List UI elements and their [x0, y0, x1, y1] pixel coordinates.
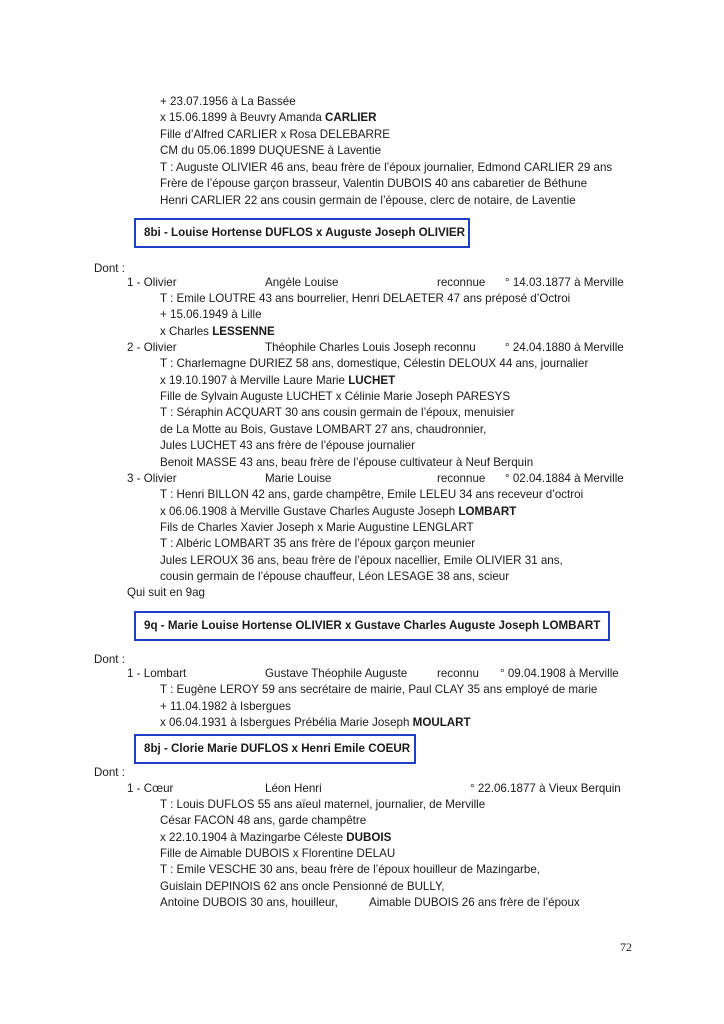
- section-title-box: [134, 611, 610, 641]
- child-status: reconnue: [437, 276, 486, 289]
- text-line: T : Albéric LOMBART 35 ans frère de l’époux garçon meunier: [160, 537, 476, 550]
- child-status: reconnu: [437, 667, 479, 680]
- text-line: Aimable DUBOIS 26 ans frère de l’époux: [369, 896, 580, 909]
- text-line: + 23.07.1956 à La Bassée: [160, 95, 296, 108]
- section-title-box: [134, 218, 470, 248]
- text-line: Jules LEROUX 36 ans, beau frère de l’époux nacellier, Emile OLIVIER 31 ans,: [160, 554, 563, 567]
- spouse-surname: LOMBART: [458, 505, 517, 518]
- marriage-text: x 19.10.1907 à Merville Laure Marie: [160, 374, 349, 387]
- dont-label: Dont :: [94, 262, 125, 275]
- section-title: 8bi - Louise Hortense DUFLOS x Auguste Joseph OLIVIER: [144, 226, 466, 239]
- text-line: T : Auguste OLIVIER 46 ans, beau frère de l’époux journalier, Edmond CARLIER 29 ans: [160, 161, 613, 174]
- page-number: 72: [620, 940, 632, 954]
- text-line: Antoine DUBOIS 30 ans, houilleur,: [160, 896, 338, 909]
- child-number: 3 - Olivier: [127, 472, 177, 485]
- marriage-line: [160, 324, 275, 340]
- marriage-text: x 22.10.1904 à Mazingarbe Céleste: [160, 831, 347, 844]
- child-name: Angèle Louise: [265, 276, 339, 289]
- text-line: Fille d’Alfred CARLIER x Rosa DELEBARRE: [160, 128, 391, 141]
- child-status: reconnue: [437, 472, 486, 485]
- spouse-surname: CARLIER: [325, 111, 377, 124]
- text-line: CM du 05.06.1899 DUQUESNE à Laventie: [160, 144, 382, 157]
- text-line: T : Eugène LEROY 59 ans secrétaire de mairie, Paul CLAY 35 ans employé de marie: [160, 683, 598, 696]
- text-line: Henri CARLIER 22 ans cousin germain de l’épouse, clerc de notaire, de Laventie: [160, 194, 576, 207]
- dont-label: Dont :: [94, 766, 125, 779]
- spouse-surname: LUCHET: [348, 374, 396, 387]
- marriage-line: [160, 110, 377, 126]
- text-line: + 11.04.1982 à Isbergues: [160, 700, 291, 713]
- marriage-line: [160, 830, 391, 846]
- text-line: T : Henri BILLON 42 ans, garde champêtre, Emile LELEU 34 ans receveur d’octroi: [160, 488, 584, 501]
- text-line: de La Motte au Bois, Gustave LOMBART 27 ans, chaudronnier,: [160, 423, 487, 436]
- child-name: Léon Henri: [265, 782, 322, 795]
- section-title: 9q - Marie Louise Hortense OLIVIER x Gustave Charles Auguste Joseph LOMBART: [144, 619, 601, 632]
- spouse-surname: LESSENNE: [212, 325, 275, 338]
- child-birth: ° 14.03.1877 à Merville: [505, 276, 624, 289]
- marriage-line: [160, 504, 516, 520]
- child-birth: ° 22.06.1877 à Vieux Berquin: [470, 782, 621, 795]
- child-number: 1 - Cœur: [127, 782, 174, 795]
- text-line: Fils de Charles Xavier Joseph x Marie Augustine LENGLART: [160, 521, 474, 534]
- text-line: T : Louis DUFLOS 55 ans aïeul maternel, journalier, de Merville: [160, 798, 486, 811]
- spouse-surname: MOULART: [412, 716, 471, 729]
- follow-reference: Qui suit en 9ag: [127, 586, 205, 599]
- text-line: cousin germain de l’épouse chauffeur, Léon LESAGE 38 ans, scieur: [160, 570, 510, 583]
- marriage-line: [160, 715, 471, 731]
- child-name: Théophile Charles Louis Joseph reconnu: [265, 341, 476, 354]
- marriage-text: x 06.04.1931 à Isbergues Prébélia Marie Joseph: [160, 716, 413, 729]
- text-line: Frère de l’épouse garçon brasseur, Valentin DUBOIS 40 ans cabaretier de Béthune: [160, 177, 588, 190]
- child-number: 1 - Lombart: [127, 667, 187, 680]
- marriage-line: [160, 373, 395, 389]
- section-title: 8bj - Clorie Marie DUFLOS x Henri Emile COEUR: [144, 742, 411, 755]
- text-line: César FACON 48 ans, garde champêtre: [160, 814, 367, 827]
- child-name: Gustave Théophile Auguste: [265, 667, 408, 680]
- marriage-text: x 06.06.1908 à Merville Gustave Charles Auguste Joseph: [160, 505, 459, 518]
- child-number: 2 - Olivier: [127, 341, 177, 354]
- text-line: Jules LUCHET 43 ans frère de l’épouse journalier: [160, 439, 415, 452]
- child-name: Marie Louise: [265, 472, 332, 485]
- text-line: T : Emile LOUTRE 43 ans bourrelier, Henri DELAETER 47 ans préposé d’Octroi: [160, 292, 571, 305]
- dont-label: Dont :: [94, 653, 125, 666]
- text-line: Fille de Sylvain Auguste LUCHET x Célinie Marie Joseph PARESYS: [160, 390, 511, 403]
- text-line: + 15.06.1949 à Lille: [160, 308, 262, 321]
- section-title-box: [134, 734, 416, 764]
- text-line: T : Séraphin ACQUART 30 ans cousin germain de l’époux, menuisier: [160, 406, 515, 419]
- child-birth: ° 09.04.1908 à Merville: [500, 667, 619, 680]
- child-birth: ° 02.04.1884 à Merville: [505, 472, 624, 485]
- text-line: T : Charlemagne DURIEZ 58 ans, domestique, Célestin DELOUX 44 ans, journalier: [160, 357, 589, 370]
- text-line: Benoit MASSE 43 ans, beau frère de l’épouse cultivateur à Neuf Berquin: [160, 456, 534, 469]
- marriage-text: x 15.06.1899 à Beuvry Amanda: [160, 111, 326, 124]
- child-birth: ° 24.04.1880 à Merville: [505, 341, 624, 354]
- marriage-text: x Charles: [160, 325, 213, 338]
- text-line: Guislain DEPINOIS 62 ans oncle Pensionné de BULLY,: [160, 880, 445, 893]
- spouse-surname: DUBOIS: [346, 831, 392, 844]
- text-line: T : Emile VESCHE 30 ans, beau frère de l’époux houilleur de Mazingarbe,: [160, 863, 541, 876]
- child-number: 1 - Olivier: [127, 276, 177, 289]
- text-line: Fille de Aimable DUBOIS x Florentine DELAU: [160, 847, 396, 860]
